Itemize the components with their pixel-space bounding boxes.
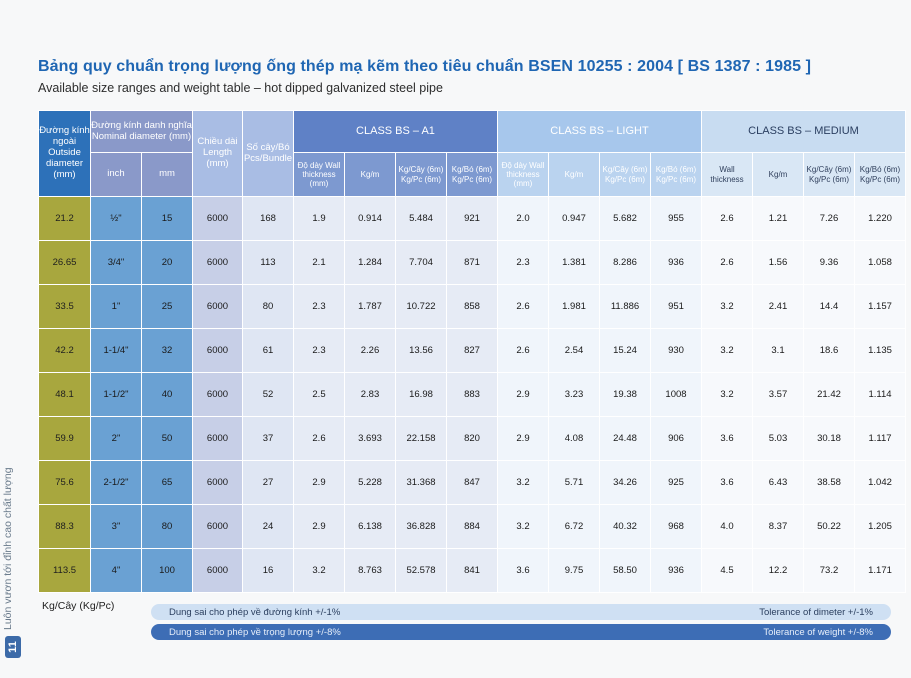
cell-light-kg-bo: 955 [651,197,702,241]
cell-length: 6000 [193,417,243,461]
cell-medium-kg-cay: 7.26 [804,197,855,241]
header-a1-kg-bo: Kg/Bó (6m) Kg/Pc (6m) [447,153,498,197]
cell-inch: ½" [91,197,142,241]
cell-a1-wall: 2.9 [294,505,345,549]
cell-medium-kg-bo: 1.220 [855,197,906,241]
cell-light-kgm: 0.947 [549,197,600,241]
cell-light-kgm: 6.72 [549,505,600,549]
cell-outside-diameter: 26.65 [39,241,91,285]
cell-medium-kgm: 1.21 [753,197,804,241]
cell-light-wall: 2.9 [498,417,549,461]
cell-light-kg-cay: 15.24 [600,329,651,373]
header-class-a1: CLASS BS – A1 [294,111,498,153]
cell-light-kg-cay: 11.886 [600,285,651,329]
cell-medium-wall: 2.6 [702,197,753,241]
cell-medium-kgm: 8.37 [753,505,804,549]
weight-tolerance-vn: Dung sai cho phép về trọng lượng +/-8% [169,626,341,638]
cell-length: 6000 [193,549,243,593]
cell-a1-wall: 2.9 [294,461,345,505]
cell-inch: 1-1/2" [91,373,142,417]
side-slogan: Luôn vươn tới đỉnh cao chất lượng [2,467,14,630]
header-a1-wall-thickness: Độ dày Wall thickness (mm) [294,153,345,197]
cell-pcs-bundle: 16 [243,549,294,593]
header-light-kg-bo: Kg/Bó (6m) Kg/Pc (6m) [651,153,702,197]
cell-a1-kgm: 1.787 [345,285,396,329]
cell-light-wall: 2.3 [498,241,549,285]
cell-outside-diameter: 113.5 [39,549,91,593]
header-light-kgm: Kg/m [549,153,600,197]
cell-medium-kgm: 12.2 [753,549,804,593]
header-class-light: CLASS BS – LIGHT [498,111,702,153]
cell-light-kgm: 9.75 [549,549,600,593]
cell-mm: 65 [142,461,193,505]
cell-light-kg-bo: 968 [651,505,702,549]
cell-outside-diameter: 21.2 [39,197,91,241]
cell-length: 6000 [193,329,243,373]
cell-medium-kg-cay: 14.4 [804,285,855,329]
header-medium-wall-thickness: Wall thickness [702,153,753,197]
page-subtitle: Available size ranges and weight table – hot dipped galvanized steel pipe [38,81,443,95]
cell-light-wall: 3.6 [498,549,549,593]
cell-medium-kgm: 1.56 [753,241,804,285]
cell-light-kgm: 3.23 [549,373,600,417]
cell-medium-kgm: 5.03 [753,417,804,461]
cell-pcs-bundle: 113 [243,241,294,285]
cell-mm: 80 [142,505,193,549]
cell-medium-wall: 3.2 [702,373,753,417]
cell-light-kg-bo: 930 [651,329,702,373]
cell-medium-wall: 4.0 [702,505,753,549]
cell-a1-wall: 2.3 [294,329,345,373]
cell-a1-kg-bo: 858 [447,285,498,329]
table-row [39,417,906,461]
diameter-tolerance-bar [151,604,891,620]
cell-a1-kgm: 6.138 [345,505,396,549]
page-number: 11 [6,641,19,653]
cell-mm: 50 [142,417,193,461]
cell-pcs-bundle: 168 [243,197,294,241]
cell-medium-kg-bo: 1.042 [855,461,906,505]
cell-light-wall: 3.2 [498,461,549,505]
cell-pcs-bundle: 24 [243,505,294,549]
cell-a1-kgm: 2.26 [345,329,396,373]
cell-light-kgm: 2.54 [549,329,600,373]
weight-tolerance-bar [151,624,891,640]
cell-inch: 1-1/4" [91,329,142,373]
cell-medium-kg-cay: 9.36 [804,241,855,285]
cell-medium-kg-bo: 1.114 [855,373,906,417]
cell-a1-kgm: 3.693 [345,417,396,461]
cell-a1-kg-bo: 847 [447,461,498,505]
header-length: Chiều dài Length (mm) [193,111,243,197]
cell-light-kg-bo: 925 [651,461,702,505]
header-mm: mm [142,153,193,197]
cell-a1-kgm: 5.228 [345,461,396,505]
cell-light-kg-bo: 1008 [651,373,702,417]
cell-light-kgm: 4.08 [549,417,600,461]
cell-light-kg-cay: 34.26 [600,461,651,505]
cell-a1-kg-cay: 52.578 [396,549,447,593]
header-light-wall-thickness: Độ dày Wall thickness (mm) [498,153,549,197]
cell-medium-wall: 3.2 [702,329,753,373]
table-row [39,285,906,329]
weight-table [38,110,906,593]
cell-a1-kg-bo: 820 [447,417,498,461]
cell-length: 6000 [193,373,243,417]
cell-mm: 20 [142,241,193,285]
cell-medium-kg-bo: 1.157 [855,285,906,329]
cell-a1-kg-bo: 827 [447,329,498,373]
cell-mm: 100 [142,549,193,593]
cell-mm: 40 [142,373,193,417]
cell-outside-diameter: 48.1 [39,373,91,417]
cell-a1-kg-cay: 22.158 [396,417,447,461]
page-number-badge [5,636,21,658]
cell-medium-kg-cay: 73.2 [804,549,855,593]
cell-light-wall: 2.0 [498,197,549,241]
cell-medium-wall: 2.6 [702,241,753,285]
cell-medium-kg-cay: 18.6 [804,329,855,373]
cell-length: 6000 [193,461,243,505]
table-row [39,241,906,285]
diameter-tolerance-en: Tolerance of dimeter +/-1% [759,606,873,618]
cell-medium-kgm: 3.1 [753,329,804,373]
cell-a1-wall: 2.3 [294,285,345,329]
cell-length: 6000 [193,197,243,241]
table-row [39,461,906,505]
weight-tolerance-en: Tolerance of weight +/-8% [763,626,873,638]
header-a1-kgm: Kg/m [345,153,396,197]
cell-a1-kgm: 2.83 [345,373,396,417]
cell-a1-wall: 2.5 [294,373,345,417]
cell-a1-kg-cay: 5.484 [396,197,447,241]
cell-pcs-bundle: 37 [243,417,294,461]
cell-medium-kgm: 2.41 [753,285,804,329]
table-row [39,505,906,549]
cell-a1-kg-cay: 10.722 [396,285,447,329]
cell-medium-wall: 3.6 [702,417,753,461]
cell-a1-kg-bo: 841 [447,549,498,593]
cell-medium-kgm: 6.43 [753,461,804,505]
cell-pcs-bundle: 80 [243,285,294,329]
cell-mm: 15 [142,197,193,241]
header-medium-kg-bo: Kg/Bó (6m) Kg/Pc (6m) [855,153,906,197]
cell-a1-kg-cay: 36.828 [396,505,447,549]
cell-light-kg-cay: 19.38 [600,373,651,417]
header-medium-kg-cay: Kg/Cây (6m) Kg/Pc (6m) [804,153,855,197]
cell-medium-kg-bo: 1.171 [855,549,906,593]
page-title: Bảng quy chuẩn trọng lượng ống thép mạ kẽm theo tiêu chuẩn BSEN 10255 : 2004 [ BS 1387 : 1985 ] [38,58,812,75]
cell-a1-kgm: 8.763 [345,549,396,593]
cell-light-kg-cay: 8.286 [600,241,651,285]
header-inch: inch [91,153,142,197]
cell-medium-kg-cay: 21.42 [804,373,855,417]
cell-light-kg-bo: 906 [651,417,702,461]
cell-medium-kg-bo: 1.117 [855,417,906,461]
cell-light-kg-cay: 40.32 [600,505,651,549]
cell-light-kg-cay: 24.48 [600,417,651,461]
cell-medium-wall: 3.2 [702,285,753,329]
header-outside-diameter: Đường kính ngoài Outside diameter (mm) [39,111,91,197]
cell-a1-kgm: 0.914 [345,197,396,241]
cell-a1-kg-cay: 16.98 [396,373,447,417]
cell-a1-kg-cay: 31.368 [396,461,447,505]
cell-outside-diameter: 88.3 [39,505,91,549]
cell-mm: 32 [142,329,193,373]
cell-medium-wall: 3.6 [702,461,753,505]
cell-outside-diameter: 33.5 [39,285,91,329]
cell-a1-kg-cay: 13.56 [396,329,447,373]
cell-inch: 3/4" [91,241,142,285]
cell-mm: 25 [142,285,193,329]
cell-pcs-bundle: 52 [243,373,294,417]
cell-light-kg-cay: 58.50 [600,549,651,593]
cell-light-kg-cay: 5.682 [600,197,651,241]
cell-medium-kg-cay: 50.22 [804,505,855,549]
cell-medium-kg-cay: 30.18 [804,417,855,461]
cell-length: 6000 [193,285,243,329]
header-pcs-bundle: Số cây/Bó Pcs/Bundle [243,111,294,197]
cell-a1-wall: 2.1 [294,241,345,285]
diameter-tolerance-vn: Dung sai cho phép về đường kính +/-1% [169,606,341,618]
cell-a1-wall: 3.2 [294,549,345,593]
header-class-medium: CLASS BS – MEDIUM [702,111,906,153]
cell-a1-wall: 1.9 [294,197,345,241]
cell-medium-kgm: 3.57 [753,373,804,417]
cell-outside-diameter: 59.9 [39,417,91,461]
cell-pcs-bundle: 27 [243,461,294,505]
cell-medium-kg-cay: 38.58 [804,461,855,505]
cell-a1-kg-bo: 883 [447,373,498,417]
header-light-kg-cay: Kg/Cây (6m) Kg/Pc (6m) [600,153,651,197]
cell-length: 6000 [193,505,243,549]
cell-inch: 4" [91,549,142,593]
cell-inch: 3" [91,505,142,549]
cell-a1-wall: 2.6 [294,417,345,461]
cell-pcs-bundle: 61 [243,329,294,373]
cell-a1-kg-bo: 921 [447,197,498,241]
table-row [39,197,906,241]
cell-inch: 2" [91,417,142,461]
cell-light-kgm: 1.981 [549,285,600,329]
cell-medium-kg-bo: 1.205 [855,505,906,549]
cell-outside-diameter: 75.6 [39,461,91,505]
unit-note: Kg/Cây (Kg/Pc) [42,600,115,612]
table-row [39,373,906,417]
header-a1-kg-cay: Kg/Cây (6m) Kg/Pc (6m) [396,153,447,197]
cell-inch: 1" [91,285,142,329]
cell-light-kgm: 1.381 [549,241,600,285]
cell-inch: 2-1/2" [91,461,142,505]
table-row [39,329,906,373]
cell-light-kg-bo: 936 [651,241,702,285]
cell-a1-kg-bo: 871 [447,241,498,285]
cell-light-wall: 2.6 [498,329,549,373]
cell-light-kg-bo: 951 [651,285,702,329]
header-nominal-diameter: Đường kính danh nghĩa Nominal diameter (mm) [91,111,193,153]
cell-light-wall: 3.2 [498,505,549,549]
header-medium-kgm: Kg/m [753,153,804,197]
table-row [39,549,906,593]
table-body [39,197,906,593]
cell-outside-diameter: 42.2 [39,329,91,373]
cell-light-kgm: 5.71 [549,461,600,505]
cell-medium-kg-bo: 1.135 [855,329,906,373]
cell-medium-wall: 4.5 [702,549,753,593]
cell-a1-kg-bo: 884 [447,505,498,549]
cell-light-wall: 2.6 [498,285,549,329]
cell-light-wall: 2.9 [498,373,549,417]
cell-medium-kg-bo: 1.058 [855,241,906,285]
cell-length: 6000 [193,241,243,285]
cell-a1-kgm: 1.284 [345,241,396,285]
cell-light-kg-bo: 936 [651,549,702,593]
cell-a1-kg-cay: 7.704 [396,241,447,285]
